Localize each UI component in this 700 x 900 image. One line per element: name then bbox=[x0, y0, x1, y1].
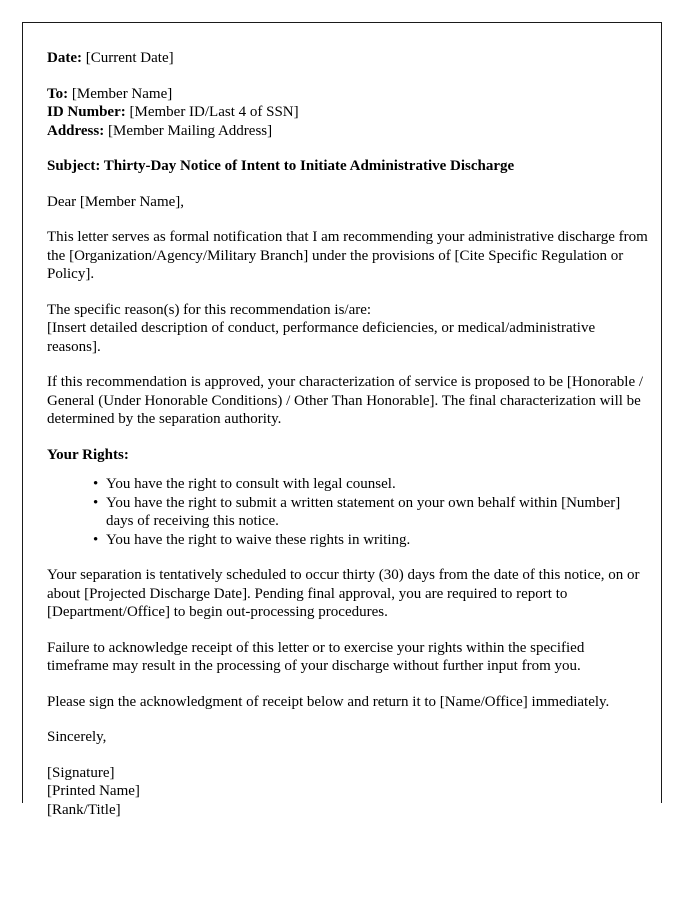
letter-content bbox=[23, 23, 661, 819]
id-number-value: [Member ID/Last 4 of SSN] bbox=[129, 104, 299, 120]
to-line bbox=[47, 85, 649, 104]
closing-salutation: Sincerely, bbox=[47, 729, 107, 745]
separation-paragraph: Your separation is tentatively scheduled to occur thirty (30) days from the date of this notice, on or about [Projected Discharge Date]. Pending final approval, you are required to report to [Department/Office] to begin out-processing procedures. bbox=[47, 567, 640, 620]
recipient-block bbox=[47, 85, 649, 141]
rights-heading: Your Rights: bbox=[47, 446, 129, 463]
list-item: • You have the right to waive these rights in writing. bbox=[93, 531, 649, 550]
subject-line: Subject: Thirty-Day Notice of Intent to Initiate Administrative Discharge bbox=[47, 158, 515, 174]
characterization-paragraph: If this recommendation is approved, your characterization of service is proposed to be [Honorable / General (Under Honorable Conditions) / Other Than Honorable]. The final characterization will be determined by the separation authority. bbox=[47, 374, 644, 427]
address-value: [Member Mailing Address] bbox=[107, 122, 273, 139]
date-line bbox=[47, 49, 649, 68]
reason-placeholder: [Insert detailed description of conduct, performance deficiencies, or medical/administrative reasons]. bbox=[47, 320, 596, 355]
address-line bbox=[47, 122, 649, 141]
salutation: Dear [Member Name], bbox=[47, 193, 185, 210]
acknowledgment-paragraph: Please sign the acknowledgment of receipt below and return it to [Name/Office] immediately. bbox=[47, 693, 610, 710]
to-label: To: bbox=[47, 85, 69, 102]
date-value: [Current Date] bbox=[85, 50, 174, 66]
id-number-line bbox=[47, 103, 649, 122]
letter-page bbox=[22, 22, 662, 818]
list-item: • You have the right to consult with legal counsel. bbox=[93, 475, 649, 494]
date-block bbox=[47, 49, 649, 68]
reason-lead: The specific reason(s) for this recommendation is/are: bbox=[47, 301, 372, 318]
address-label: Address: bbox=[47, 122, 105, 139]
rank-title-placeholder: [Rank/Title] bbox=[47, 801, 121, 818]
to-value: [Member Name] bbox=[71, 85, 173, 102]
printed-name-placeholder: [Printed Name] bbox=[47, 783, 140, 799]
list-item: • You have the right to submit a written statement on your own behalf within [Number] days of receiving this notice. bbox=[93, 494, 649, 531]
intro-paragraph: This letter serves as formal notification that I am recommending your administrative discharge from the [Organization/Agency/Military Branch] under the provisions of [Cite Specific Regulation or Policy]. bbox=[47, 229, 648, 282]
signature-block bbox=[47, 764, 649, 820]
id-number-label: ID Number: bbox=[47, 104, 126, 120]
signature-placeholder: [Signature] bbox=[47, 764, 115, 781]
rights-list bbox=[47, 475, 649, 549]
reason-block bbox=[47, 301, 649, 357]
date-label: Date: bbox=[47, 50, 82, 66]
failure-paragraph: Failure to acknowledge receipt of this letter or to exercise your rights within the specified timeframe may result in the processing of your discharge without further input from you. bbox=[47, 639, 585, 674]
